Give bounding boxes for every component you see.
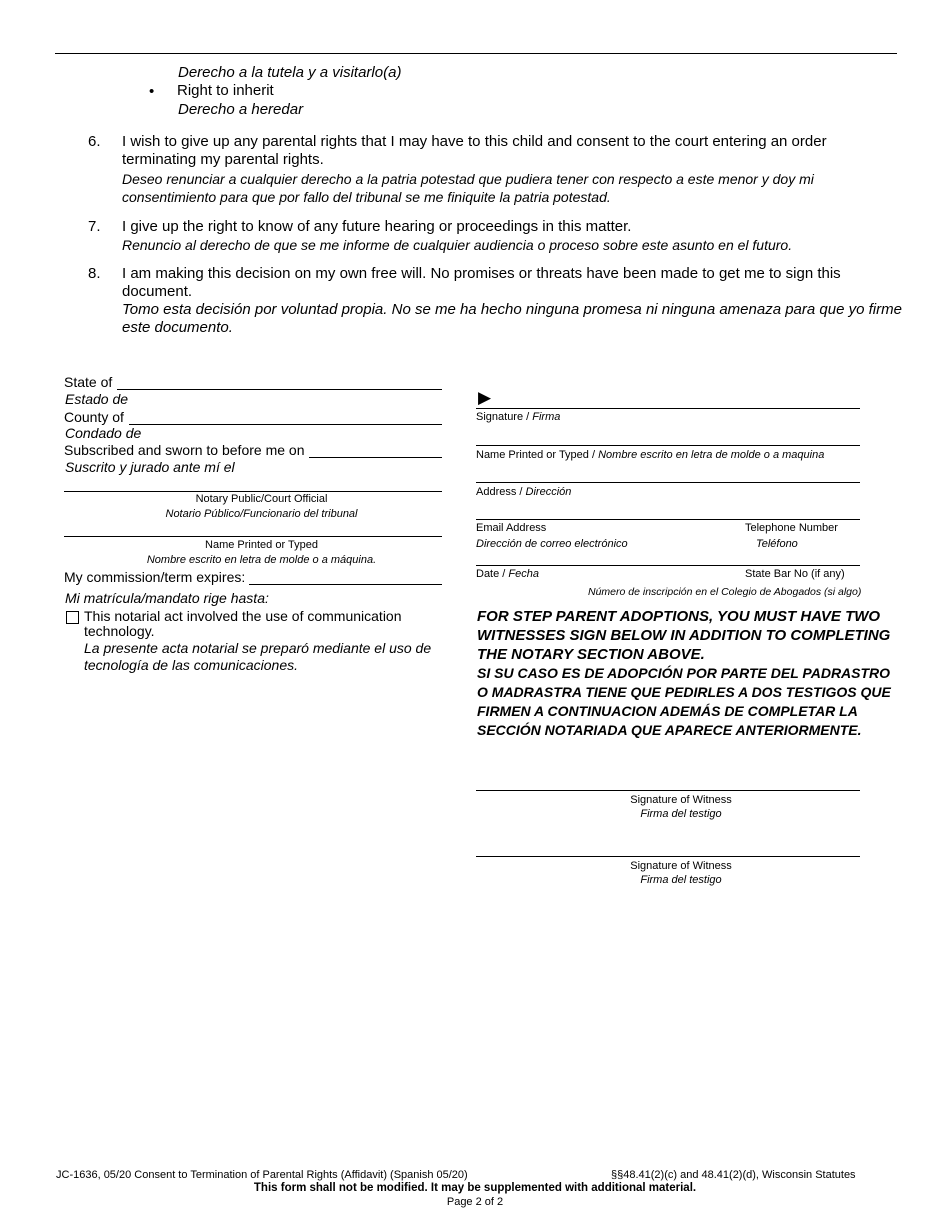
phone-label-es: Teléfono — [756, 538, 798, 550]
bar-label: State Bar No (if any) — [745, 568, 845, 580]
notary-name-label: Name Printed or Typed — [205, 539, 318, 551]
item-6-es: Deseo renunciar a cualquier derecho a la patria potestad que pudiera tener con respecto a este menor y doy mi consentimiento para que por fallo del tribunal se me finiquite la patria potestad. — [122, 171, 814, 205]
notary-name-field[interactable] — [64, 536, 442, 537]
inherit-en: Right to inherit — [177, 82, 274, 99]
state-label-es: Estado de — [65, 391, 129, 407]
footer-statutes: §§48.41(2)(c) and 48.41(2)(d), Wisconsin Statutes — [611, 1169, 856, 1181]
bullet: • — [149, 83, 155, 100]
item-8-es: Tomo esta decisión por voluntad propia. No se me ha hecho ninguna promesa ni ninguna amenaza para que yo firme este documento. — [122, 301, 902, 336]
top-rule — [55, 53, 897, 54]
address-label — [476, 485, 571, 499]
signature-label-es: Firma — [532, 411, 561, 423]
item-7-en: I give up the right to know of any future hearing or proceedings in this matter. — [122, 218, 632, 235]
printed-name-label-es: Nombre escrito en letra de molde o a maquina — [598, 449, 825, 461]
step-parent-notice-es: SI SU CASO ES DE ADOPCIÓN POR PARTE DEL PADRASTRO O MADRASTRA TIENE QUE PEDIRLES A DOS TESTIGOS QUE FIRMEN A CONTINUACION ADEMÁS DE COMPLETAR LA SECCIÓN NOTARIADA QUE APARECE ANTERIORMENTE. — [477, 665, 891, 738]
address-label-en: Address / — [476, 486, 526, 498]
date-label-en: Date / — [476, 568, 509, 580]
item-8-number: 8. — [88, 265, 101, 282]
signature-label — [476, 410, 560, 424]
notary-official-label: Notary Public/Court Official — [195, 493, 328, 505]
tech-checkbox[interactable] — [66, 611, 79, 624]
item-7-es: Renuncio al derecho de que se me informe de cualquier audiencia o proceso sobre este asunto en el futuro. — [122, 237, 793, 253]
witness-2-signature-field[interactable] — [476, 856, 860, 857]
sworn-date-field[interactable] — [309, 457, 442, 458]
date-label-es: Fecha — [508, 568, 539, 580]
footer-form-id: JC-1636, 05/20 Consent to Termination of Parental Rights (Affidavit) (Spanish 05/20) — [56, 1169, 468, 1181]
notary-name-label-es: Nombre escrito en letra de molde o a máquina. — [146, 554, 377, 566]
printed-name-label — [476, 448, 824, 462]
state-label: State of — [64, 374, 113, 390]
date-label — [476, 567, 539, 581]
date-bar-field[interactable] — [476, 565, 860, 566]
sworn-label-es: Suscrito y jurado ante mí el — [65, 459, 235, 475]
witness-2-label: Signature of Witness — [630, 860, 732, 872]
tech-label: This notarial act involved the use of communication technology. — [84, 608, 402, 639]
commission-label: My commission/term expires: — [64, 569, 246, 585]
witness-2-label-es: Firma del testigo — [640, 874, 722, 886]
witness-1-label: Signature of Witness — [630, 794, 732, 806]
printed-name-field[interactable] — [476, 445, 860, 446]
county-label-es: Condado de — [65, 425, 142, 441]
address-label-es: Dirección — [525, 486, 572, 498]
phone-label: Telephone Number — [745, 522, 838, 534]
county-label: County of — [64, 409, 124, 425]
county-field[interactable] — [129, 424, 442, 425]
printed-name-label-en: Name Printed or Typed / — [476, 449, 599, 461]
footer-page-number: Page 2 of 2 — [446, 1196, 504, 1208]
notary-official-label-es: Notario Público/Funcionario del tribunal — [165, 508, 358, 520]
state-field[interactable] — [117, 389, 442, 390]
sworn-label: Subscribed and sworn to before me on — [64, 442, 305, 458]
witness-1-label-es: Firma del testigo — [640, 808, 722, 820]
tech-label-es: La presente acta notarial se preparó mediante el uso de tecnología de las comunicaciones. — [84, 640, 432, 673]
footer-notice: This form shall not be modified. It may be supplemented with additional material. — [253, 1182, 697, 1194]
commission-field[interactable] — [249, 584, 442, 585]
bar-label-es: Número de inscripción en el Colegio de Abogados (si algo) — [588, 586, 862, 598]
item-7-number: 7. — [88, 218, 101, 235]
visitation-es: Derecho a la tutela y a visitarlo(a) — [178, 64, 402, 81]
signature-field[interactable] — [476, 408, 860, 409]
sign-here-arrow-icon: ▶ — [478, 388, 492, 407]
email-label: Email Address — [476, 522, 547, 534]
step-parent-notice-en: FOR STEP PARENT ADOPTIONS, YOU MUST HAVE TWO WITNESSES SIGN BELOW IN ADDITION TO COMPLETING THE NOTARY SECTION ABOVE. — [477, 608, 891, 663]
address-field[interactable] — [476, 482, 860, 483]
inherit-es: Derecho a heredar — [178, 101, 304, 118]
item-6-en: I wish to give up any parental rights that I may have to this child and consent to the court entering an order terminating my parental rights. — [122, 133, 827, 168]
email-label-es: Dirección de correo electrónico — [476, 538, 628, 550]
witness-1-signature-field[interactable] — [476, 790, 860, 791]
item-6-number: 6. — [88, 133, 101, 150]
email-phone-field[interactable] — [476, 519, 860, 520]
item-8-en: I am making this decision on my own free will. No promises or threats have been made to get me to sign this document. — [122, 265, 841, 300]
signature-label-en: Signature / — [476, 411, 533, 423]
commission-label-es: Mi matrícula/mandato rige hasta: — [65, 590, 269, 606]
